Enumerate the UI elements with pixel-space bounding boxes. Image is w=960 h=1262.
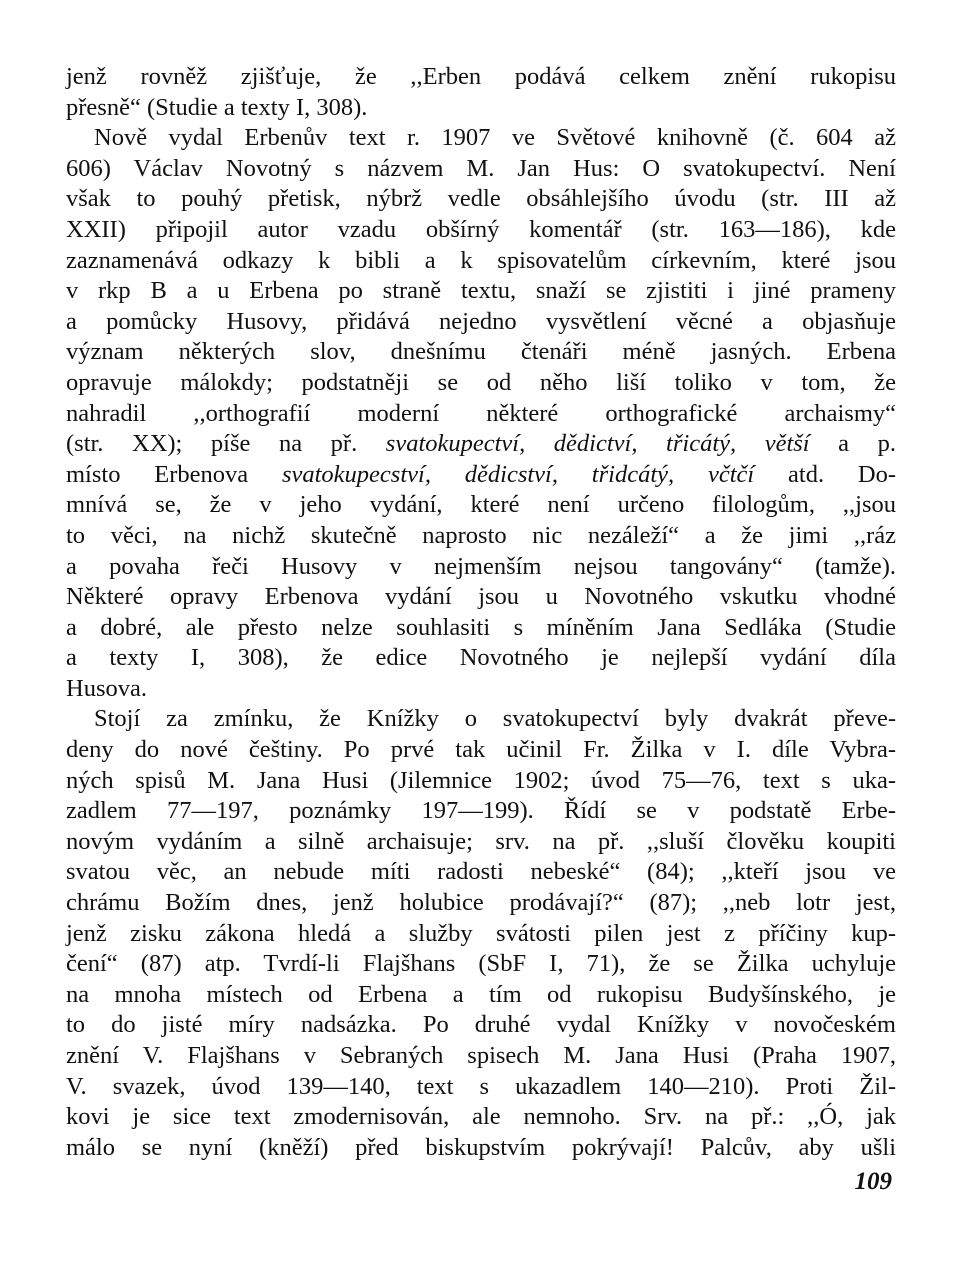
text-line: chrámu Božím dnes, jenž holubice prodávají?“ (87); ,,neb lotr jest, [66, 889, 896, 917]
text-line: nahradil ,,orthografií moderní některé orthografické archaismy“ [66, 399, 896, 427]
text-line [66, 460, 896, 491]
body-text [66, 62, 896, 1163]
text-line: čení“ (87) atp. Tvrdí-li Flajšhans (SbF I, 71), že se Žilka uchyluje [66, 950, 896, 978]
text-line: mnívá se, že v jeho vydání, které není určeno filologům, ,,jsou [66, 491, 896, 519]
text-line: Stojí za zmínku, že Knížky o svatokupectví byly dvakrát převe- [94, 705, 896, 733]
text-line: na mnoha místech od Erbena a tím od rukopisu Budyšínského, je [66, 980, 896, 1008]
text-line: 606) Václav Novotný s názvem M. Jan Hus: O svatokupectví. Není [66, 154, 896, 182]
text-line: deny do nové češtiny. Po prvé tak učinil Fr. Žilka v I. díle Vybra- [66, 736, 896, 764]
page-number: 109 [854, 1168, 892, 1195]
text-segment: místo Erbenova [66, 460, 282, 488]
text-line: zaznamenává odkazy k bibli a k spisovatelům církevním, které jsou [66, 246, 896, 274]
text-line: a povaha řeči Husovy v nejmenším nejsou tangovány“ (tamže). [66, 552, 896, 580]
text-line: a pomůcky Husovy, přidává nejedno vysvětlení věcné a objasňuje [66, 307, 896, 335]
text-line: v rkp B a u Erbena po straně textu, snaží se zjistiti i jiné prameny [66, 277, 896, 305]
text-line: to do jisté míry nadsázka. Po druhé vydal Knížky v novočeském [66, 1011, 896, 1039]
italic-segment: svatokupecství, dědicství, třidcátý, včtčí [281, 460, 755, 488]
text-line: málo se nyní (kněží) před biskupstvím pokrývají! Palcův, aby ušli [66, 1133, 896, 1161]
text-line: ných spisů M. Jana Husi (Jilemnice 1902; úvod 75—76, text s uka- [66, 766, 896, 794]
text-segment: (str. XX); píše na př. [66, 430, 386, 458]
text-line: znění V. Flajšhans v Sebraných spisech M. Jana Husi (Praha 1907, [66, 1042, 896, 1069]
text-line: XXII) připojil autor vzadu obšírný komentář (str. 163—186), kde [66, 215, 896, 243]
text-line: svatou věc, an nebude míti radosti nebeské“ (84); ,,kteří jsou ve [66, 858, 896, 886]
text-line: přesně“ (Studie a texty I, 308). [66, 93, 368, 121]
italic-segment: svatokupectví, dědictví, třicátý, větší [385, 430, 810, 458]
text-line: Husova. [66, 674, 147, 702]
text-line: opravuje málokdy; podstatněji se od něho liší toliko v tom, že [66, 368, 896, 396]
text-segment: atd. Do- [754, 460, 896, 488]
text-line: jenž zisku zákona hledá a služby svátosti pilen jest z příčiny kup- [66, 919, 896, 947]
text-line: novým vydáním a silně archaisuje; srv. na př. ,,sluší člověku koupiti [66, 827, 896, 855]
text-line: a dobré, ale přesto nelze souhlasiti s míněním Jana Sedláka (Studie [66, 613, 896, 641]
text-line [66, 429, 896, 460]
text-line: jenž rovněž zjišťuje, že ,,Erben podává celkem znění rukopisu [66, 63, 896, 90]
text-line: Některé opravy Erbenova vydání jsou u Novotného vskutku vhodné [66, 583, 896, 611]
text-line: to věci, na nichž skutečně naprosto nic nezáleží“ a že jimi ,,ráz [66, 521, 896, 549]
text-line: význam některých slov, dnešnímu čtenáři méně jasných. Erbena [66, 338, 896, 366]
text-line: však to pouhý přetisk, nýbrž vedle obsáhlejšího úvodu (str. III až [66, 185, 896, 213]
text-line: kovi je sice text zmodernisován, ale nemnoho. Srv. na př.: ,,Ó, jak [66, 1103, 896, 1131]
text-line: a texty I, 308), že edice Novotného je nejlepší vydání díla [66, 644, 896, 672]
text-line: zadlem 77—197, poznámky 197—199). Řídí se v podstatě Erbe- [66, 797, 896, 825]
text-line: V. svazek, úvod 139—140, text s ukazadlem 140—210). Proti Žil- [66, 1072, 896, 1100]
text-line: Nově vydal Erbenův text r. 1907 ve Světové knihovně (č. 604 až [94, 124, 896, 152]
text-segment: a p. [809, 430, 896, 458]
